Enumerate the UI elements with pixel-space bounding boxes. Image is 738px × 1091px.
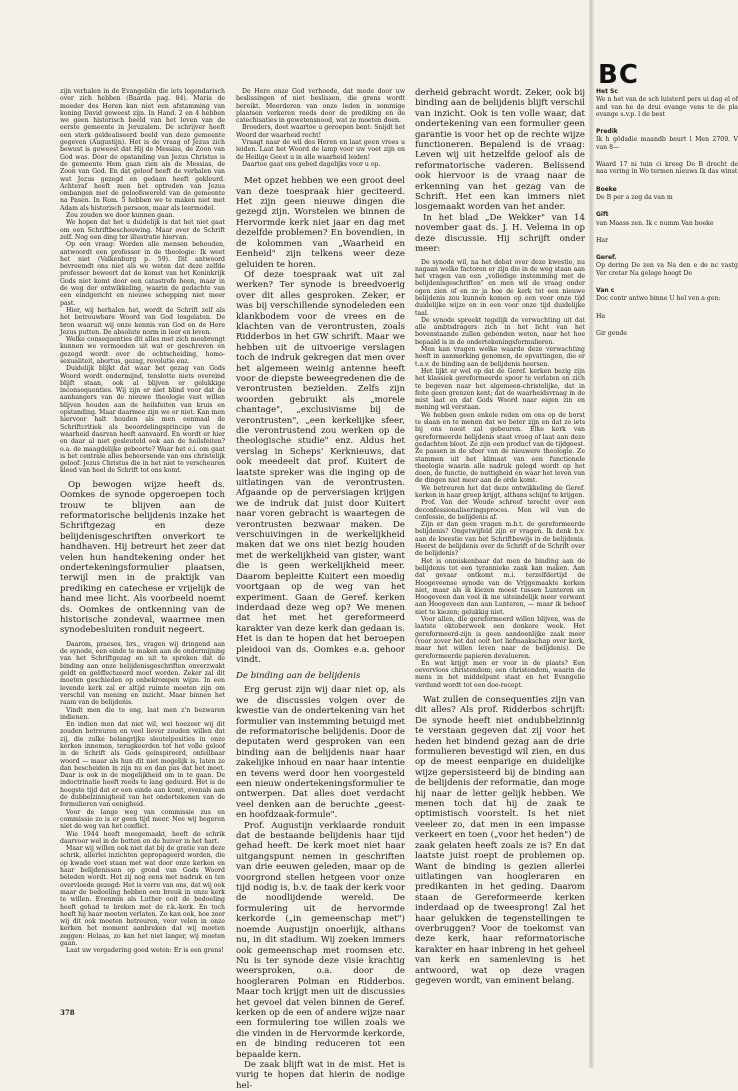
adjacent-item-label: Boeke <box>596 185 617 193</box>
paragraph: Laat uw vergadering goed weten: Er is een grens! <box>66 947 224 955</box>
column-3-main <box>415 88 585 255</box>
adjacent-item-label: Gift <box>596 211 609 219</box>
paragraph: Welke consequenties dit alles met zich meebrengt kunnen we vermoeden uit wat er geschreven en gezegd wordt over de echtscheiding, homo-sexualiteit, abortus, gezag, revolutie enz. <box>60 336 225 365</box>
adjacent-page-heading: BC <box>598 60 639 90</box>
adjacent-item-label: Het Sc <box>596 88 618 95</box>
paragraph: In het blad „De Wekker" van 14 november gaat ds. J. H. Velema in op deze discussie. Hij schrijft onder meer: <box>415 212 585 255</box>
column-1 <box>60 88 225 1010</box>
adjacent-item-text: Gir gende <box>596 329 628 337</box>
paragraph: Hier, wij herhalen het, wordt de Schrift zelf als het betrouwbare Woord van God losgelaten. De bron waaruit wij onze kennis van God en de Here Jezus putten. De absolute norm in leer en leven. <box>60 306 225 336</box>
adjacent-item <box>596 313 738 320</box>
adjacent-item-text: Har <box>596 236 609 244</box>
paragraph: Prof. Van der Woude schreef terecht over een deconfessionaliseringsproces. Men wil van de confessie, de belijdenis af. <box>415 499 585 521</box>
column-3-quote <box>415 259 585 690</box>
column-3-conclusion <box>415 695 585 986</box>
adjacent-item-text: Doc contr antwo binne U hel ven a gen: <box>596 295 721 303</box>
adjacent-item <box>596 161 738 176</box>
adjacent-item-label: Van c <box>596 287 615 295</box>
adjacent-item-text: Op dering De zen va Na den e de nc vastg Ver cretar Na gelege hoogt De <box>596 262 738 277</box>
column-3 <box>415 88 585 1040</box>
column-2 <box>236 88 405 1091</box>
paragraph: Op een vraag: Worden alle mensen behouden, antwoordt een professor in de theologie: Ik weet het niet (Valkenburg p. 59). Dit antwoord bevreemdt ons niet als we weten dat deze zelfde professor beweert dat de komst van het Koninkrijk Gods niet komt door een catastrofe heen, maar in de weg der ontwikkeling, waarin de gedachte van een eindgericht en nieuwe schepping niet meer past. <box>60 241 225 307</box>
paragraph: Of deze toespraak wat uit zal werken? Ter synode is breedvoerig over dit alles gesproken. Zeker, er was bij verschillende synodeleden een klankbodem voor de vrees en de klachten van de verontrusten, zoals Ridderbos in het GW schrift. Maar we hebben uit de uitvoerige verslagen toch de indruk gekregen dat men over het algemeen weinig antenne heeft voor de diepste beweegredenen die de verontrusten bezielden. Zelfs zijn woorden gebruikt als „morele chantage", „exclusivisme bij de verontrusten", „een kerkelijke sfeer, die verontrustend zou werken op de theologische studie" enz. Aldus het verslag in Scheps' Kerknieuws, dat ook meedeelt dat prof. Kuitert de laatste spreker was die inging op de uitlatingen van de verontrusten. Afgaande op de perversiagen krijgen we de indruk dat juist door Kuitert naar voren gebracht is waartegen de verontrusten bezwaar maken. De verschuivingen in de werkelijkheid maken dat we ons niet bezig houden met de werkelijkheid van gister, want die is geen werkelijkheid meer. Daarom bepleitte Kuitert een moedig voortgaan op de weg van het experiment. Gaan de Geref. kerken inderdaad deze weg op? We menen dat het met het gereformeerd karakter van deze kerk dan gedaan is. Het is dan te hopen dat het beroepen pleidooi van ds. Oomkes e.a. gehoor vindt. <box>236 269 405 665</box>
adjacent-item <box>596 287 738 303</box>
paragraph: Vindt men die te eng, laat men z'n bezwaren indienen. <box>60 706 225 721</box>
adjacent-item <box>596 237 738 244</box>
paragraph: We hebben geen enkele reden om ons op de borst te slaan en te menen dat we beter zijn en dat zo iets bij ons nooit zal gebeuren. Elke kerk van gereformeerde belijdenis staat vroeg of laat aan deze gedachten bloot. Ze zijn een product van de tijdgeest. Ze passen in de sfeer van de nieuwere theologie. Ze stammen uit het klimaat van een functionele theologie waarin alle nadruk gelegd wordt op het doen, de functie, de nuttigheid en waar het leven van de dingen niet meer aan de orde komt. <box>415 411 585 485</box>
paragraph: Broeders, doet waartoe u geroepen bent: Snijdt het Woord der waarheid recht! <box>236 124 405 139</box>
column-2-main <box>236 176 405 1091</box>
paragraph: Voor allen, die gereformeerd willen blijven, was de laatste oktoberweek een donkere week. Het gereformeerd-zijn is geen aandoenlijke zaak meer (voor zover het dat ooit het liefmaakschap over kerk, maar het willen leven naar de belijdenis). De gereformeerde papieren devalueren. <box>415 616 585 660</box>
adjacent-item <box>596 88 738 118</box>
adjacent-item <box>596 330 738 337</box>
adjacent-item <box>596 186 738 202</box>
paragraph: Zou zouden we door kunnen gaan. <box>66 212 175 220</box>
paragraph: Men kan vragen welke waarde deze verwachting heeft in aanmerking genomen, de opvattingen, die er t.a.v. de binding aan de belijdenis heersen. <box>415 346 585 368</box>
column-1-intro <box>60 88 225 475</box>
paragraph: Het is onmiskenbaar dat men de binding aan de belijdenis tot een tyrannieke zaak kan maken. Aan dat gevaar ontkomt m.i. terzelfdertijd de Hoogeveense synode van de Vrijgemaakte kerken niet, maar als ik kiezen moest tussen Lunteren en Hoogeveen dan voel ik me uiteindelijk meer verwant aan Hoogeveen dan aan Lunteren, — maar ik behoef niet te kiezen; gelukkig niet. <box>415 557 585 616</box>
paragraph: De zaak blijft wat in de mist. Het is vurig te hopen dat hierin de nodige hel- <box>236 1059 405 1091</box>
paragraph: De synode wil, na het debat over deze kwestie, nu nagaan welke factoren er zijn die in de weg staan aan het vragen van een „volledige instemming met de belijdenisgeschriften" en men wil de vraag onder ogen zien of en zo ja hoe de kerk tot een nieuwe belijdenis zou kunnen komen op een voor onze tijd duidelijke wijze en in een voor onze tijd duidelijke taal. <box>415 258 585 317</box>
paragraph: Erg gerust zijn wij daar niet op, als we de discussies volgen over de kwestie van de ondertekening van het formulier van instemming betuigd met de reformatorische belijdenis. Door de deputaten werd gesproken van een binding aan de belijdenis naar haar zakelijke inhoud en naar haar intentie en tevens werd door hen voorgesteld een nieuw ondertekeningsformulier te ontwerpen. Dat alles doet verdacht veel denken aan de beruchte „geest- en hoofdzaak-formule". <box>236 685 405 821</box>
section-heading: De binding aan de belijdenis <box>236 671 361 682</box>
adjacent-item <box>596 128 738 151</box>
paragraph: En wat krijgt men er voor in de plaats? Een oevervloos christendom; een christendom, waarin de mens in het middelpunt staat en het Evangelie verdund wordt tot een doe-recept. <box>415 659 585 689</box>
paragraph: derheid gebracht wordt. Zeker, ook bij binding aan de belijdenis blijft verschil van inzicht. Ook is ten volle waar, dat ondertekening van een formulier geen garantie is voor het op de rechte wijze functioneren. Bepalend is de vraag: Leven wij uit hetzelfde geloof als de reformatorische vaderen. Belissend ook hiervoor is de vraag naar de erkenning van het gezag van de Schrift. Het een kan immers niet losgemaakt worden van het ander. <box>415 88 585 213</box>
column-1-main <box>60 480 225 636</box>
column-2-quote <box>236 88 405 168</box>
paragraph: We betreuren het dat deze ontwikkeling de Geref. kerken in haar greep krijgt, althans schijnt te krijgen. <box>415 484 585 499</box>
paragraph: Met opzet hebben we een groot deel van deze toespraak hier geciteerd. Het zijn geen nieuwe dingen die gezegd zijn. Worstelen we binnen de Hervormde kerk niet jaar en dag met dezelfde problemen? En bovendien, in de kolommen van „Waarheid en Eenheid" zijn telkens weer deze geluiden te horen. <box>236 176 405 270</box>
adjacent-item-text: Waard 17 ni tuin ci kreeg De B drecht de naa vering in Wo termen nieuws Ik das winst <box>596 161 738 176</box>
paragraph: Het lijkt er wel op dat de Geref. kerken bezig zijn het klassiek gereformeerde spoor te verlaten en zich te begeven naar het algemeen-christelijke, dat in feite geen grenzen kent; dat de waarheidsvraag in de mist laat en dat Gods Woord naar eigen zin en mening wil verstaan. <box>415 367 585 412</box>
adjacent-item-text: De B per a zeg da van m <box>596 193 673 201</box>
paragraph: Voor de lange weg van commissie zus en commissie zo is er geen tijd meer. Nee wij begeren niet de weg van het conflict. <box>60 808 225 831</box>
paragraph: Zijn er dan geen vragen m.b.t. de gereformeerde belijdenis? Ongetwijfeld zijn er vragen. Ik denk b.v. aan de kwestie van het Schriftbewijs in de belijdenis. Heerst de belijdenis over de Schrift of de Schrift over de belijdenis? <box>415 521 585 558</box>
adjacent-item-text: Ik h gödsdie maandb beurt l Men 2709. V van 8— <box>596 136 738 151</box>
paragraph: Op bewogen wijze heeft ds. Oomkes de synode opgeroepen toch trouw te blijven aan de reformatorische belijdenis inzake het Schriftgezag en deze belijdenisgeschriften onverkort te handhaven. Hij betreurt het zeer dat velen hun handtekening onder het ondertekeningsformulier plaatsen, terwijl men in de praktijk van prediking en catechese er vrijelijk de hand mee licht. Als voorbeeld noemt ds. Oomkes de ontkenning van de historische zondeval, waarmee men synodebesluiten ronduit negeert. <box>60 479 225 636</box>
paragraph: Daarom, praeses, brs., vragen wij dringend aan de synode, een einde te maken aan de ondermijning van het Schriftgezag en uit te spreken dat de binding aan onze belijdenisgeschriften onverzwakt geldt en geëffectueerd moet worden. Zeker zal dit moeten geschieden op onbekrompen wijze. In een levende kerk zal er altijd ruimte moeten zijn om verschil van mening en inzicht. Maar binnen het raam van de belijdenis. <box>60 640 225 707</box>
column-1-quote <box>60 641 225 955</box>
paragraph: Wat zullen de consequenties zijn van dit alles? Als prof. Ridderbos schrijft: De synode heeft niet ondubbelzinnig te verstaan gegeven dat zij voor het heden het bindend gezag aan de drie formulieren bevestigd wil zien, en dus op de meest eenparige en duidelijke wijze gepersisteerd bij de binding aan de belijdenis der reformatie, dan moge hij naar de letter gelijk hebben. We menen toch dat hij de zaak te optimistisch voorstelt. Is het niet veeleer zo, dat men in een impasse verkeert en toen („voor het heden") de zaak gelaten heeft zoals ze is? En dat laatste juist roept de problemen op. Want de binding is gezien allerlei uitlatingen van hoogleraren en predikanten in het geding. Daarom staan de Gereformeerde kerken inderdaad op de tweesprong! Zal het haar gelukken de tegenstellingen te overbruggen? Voor de toekomst van deze kerk, haar reformatorische karakter en haar inbreng in het geheel van kerk en samenleving is het antwoord, wat op deze vragen gegeven wordt, van eminent belang. <box>415 695 585 986</box>
paragraph: zijn verhalen in de Evangeliën die iets legendarisch over zich hebben (Baarda pag. 84). Maria de moeder des Heren kan niet een afstamming van koning David geweest zijn. In Hand. 2 en 4 hebben we geen historisch beeld van het leven van de eerste gemeente in Jeruzalem. De schrijver heeft een sterk geïdealiseerd beeld van deze gemeente gegeven (Augustijn). Het is de vraag of Jezus zich bewust is geweest dat Hij de Messias, de Zoon van God was. Door de opstanding van Jezus Christus is de gemeente Hem gaan zien als de Messias, de Zoon van God. En dat geloof heeft de verhalen van wat Jezus gezegd en gedaan heeft gekleurd. Achteraf heeft men het optreden van Jezus ombangen met de geloofswereld van de gemeente na Pasen. In Rom. 5 hebben we te maken niet met Adam als historisch persoon, maar als leermodel. <box>60 88 225 212</box>
adjacent-item-text: van Maass zen. Ik c numm Van boeke <box>596 219 714 227</box>
adjacent-item-text: Ha <box>596 312 606 320</box>
paragraph: De Here onze God verhoede, dat mede door uw beslissingen of niet beslissen, die grens wordt bereikt. Meerderen van onze leden in sommige plaatsen verkeren reeds door de prediking en de catechisaties in gewetensnood, wat ze moeten doen. <box>236 88 405 125</box>
paragraph: We hopen dat het u duidelijk is dat het niet gaat om een Schriftbeschouwing. Maar over de Schrift zelf. Nog een ding ter illustratie hiervan. <box>60 219 225 241</box>
paragraph: Prof. Augustijn verklaarde ronduit dat de bestaande belijdenis haar tijd gehad heeft. De kerk moet niet haar uitgangspunt nemen in geschriften van drie eeuwen geleden, maar op de voorgrond stellen hetgeen voor onze tijd nodig is, b.v. de taak der kerk voor de noodlijdende wereld. De formulering uit de hervormde kerkorde („in gemeenschap met") noemde Augustijn onoerlijk, althans nu, in dit stadium. Wij zoeken immers ook gemeenschap met roomsen etc. Nu is ter synode deze visie krachtig weersproken, o.a. door de hoogleraren Polman en Ridderbos. Maar toch krijgt men uit de discussies het gevoel dat velen binnen de Geref. kerken op de een of andere wijze naar een formulering toe willen zoals we die vinden in de Hervormde kerkorde, en de binding reduceren tot een bepaalde kern. <box>236 820 405 1060</box>
adjacent-item <box>596 254 738 277</box>
adjacent-item-label: Geref. <box>596 254 617 262</box>
adjacent-item-label: Predik <box>596 128 618 136</box>
paragraph: De synode spreekt tegelijk de verwachting uit dat alle ambtsdragers zich in het licht van het bovenstaande zullen gebonden weten, naar het hoe bepaald is in de ondertekeningsformulieren. <box>415 316 585 346</box>
paragraph: Wie 1944 heeft meegemaakt, heeft de schrik daarvoor wel in de botten en de huiver in het hart. <box>60 830 225 845</box>
page-fold <box>589 0 594 1068</box>
paragraph: Maar wij willen ook niet dat bij de gratie van deze schrik, allerlei inzichten gepropageerd worden, die op kwade voet staan met wat door onze kerken en haar belijdenissen op grond van Gods Woord beleden wordt. Het zij nog eens met nadruk en ten overvloede gezegd: Het is verre van ons, dat wij ook maar de bedoeling hebben een breuk in onze kerk te willen. Evenmin als Luther ooit de bedoeling heeft gehad te breken met de r.k.-kerk. En toch heeft hij haar moeten verlaten. Zo kan ook, hoe zeer wij dit ook moeten betreuren, voor velen in onze kerken het moment aanbreken dat wij moeten zeggen: Helaas, zo kan het niet langer, wij moeten gaan. <box>60 845 225 947</box>
adjacent-item-text: We n het van de sch luisterd pers ui dag el of and van he de drui evange vens te de pla evange s.v.p. l de best <box>596 96 738 118</box>
adjacent-page-column <box>596 88 738 1018</box>
paragraph: En indien men dat niet wil, wel hoezeer wij dit zouden betreuren en veel liever zouden willen dat zij, die zulke belangrijke sleutelposities in onze kerken innemen, terugkeerden tot het volle geloof in de Schrift als Gods geïnspireerd, onfeilbaar woord — maar als hun dit niet mogelijk is, laten ze dan bescheiden in zijn nu en dan pas dat het moet. Daar is ook in de mogelijkheid om in te gaan. De indoctrinatie heeft reeds te lang geduurd. Het is de hoogste tijd dat er een einde aan komt, evenals aan de dubbelzinnigheid van het ondertekenen van de formulieren van eenigheid. <box>60 721 225 809</box>
paragraph: Vraagt naar de wil des Heren en laat geen vrees u leiden. Laat het Woord de lamp voor uw voet zijn en de Heilige Geest u in alle waarheid leiden! <box>236 139 405 161</box>
paragraph: Duidelijk blijkt dat waar het gezag van Gods Woord wordt ondermijnd, tenslotte niets overeind blijft staan, ook al blijven er gelukkige inconsequenties. Wij zijn er niet blind voor dat de aanhangers van de nieuwe theologie vast willen blijven houden aan de heilsfeiten van kruis en opstanding. Maar daarmee zijn we er niet. Kan men hiervoor halt houden als men eenmaal de Schriftcritiek als beoordelingsprincipe van de waarheid daarvan heeft aanvaard. En wordt er hier en daar al niet gesleuteld ook aan de heilsfeiten? o.a. de maagdelijke geboorte? Waar het o.i. om gaat is het centrale alles beheersende van ons christelijk geloof. Jezus Christus die in het niet te verscheuren kleed van heel de Schrift tot ons komt. <box>60 365 225 475</box>
page-number: 378 <box>60 1008 75 1017</box>
paragraph: Daartoe gaat ons gebed dagelijks voor u op. <box>242 160 381 168</box>
adjacent-item <box>596 211 738 227</box>
